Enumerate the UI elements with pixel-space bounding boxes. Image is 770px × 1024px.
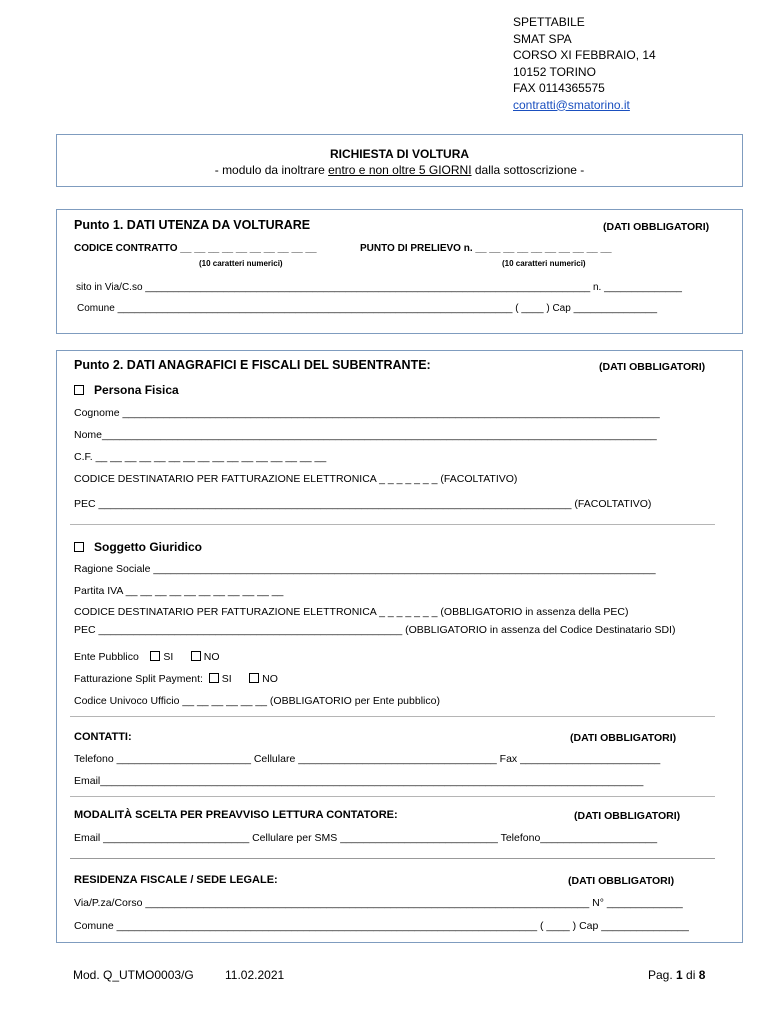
form-title-box bbox=[56, 134, 743, 187]
ragione-sociale-field[interactable]: Ragione Sociale ______________________________________________________________________________________ bbox=[74, 563, 656, 575]
residenza-title: RESIDENZA FISCALE / SEDE LEGALE: bbox=[74, 874, 278, 886]
section-1-title: Punto 1. DATI UTENZA DA VOLTURARE bbox=[74, 218, 311, 232]
section-2-title: Punto 2. DATI ANAGRAFICI E FISCALI DEL SUBENTRANTE: bbox=[74, 358, 431, 372]
checkbox-icon[interactable] bbox=[209, 673, 219, 683]
page-prefix: Pag. bbox=[648, 968, 677, 982]
recipient-address bbox=[513, 14, 656, 113]
punto-prelievo-note: (10 caratteri numerici) bbox=[502, 259, 586, 268]
checkbox-icon[interactable] bbox=[191, 651, 201, 661]
divider bbox=[70, 716, 715, 717]
recipient-line: 10152 TORINO bbox=[513, 64, 596, 79]
cognome-field[interactable]: Cognome ____________________________________________________________________________________________ bbox=[74, 407, 660, 419]
recipient-line: CORSO XI FEBBRAIO, 14 bbox=[513, 48, 656, 62]
telefono-field[interactable]: Telefono _______________________ Cellulare __________________________________ Fax ________________________ bbox=[74, 753, 661, 765]
codice-contratto-field[interactable]: CODICE CONTRATTO __ __ __ __ __ __ __ __ __ __ bbox=[74, 243, 317, 254]
recipient-line: SPETTABILE bbox=[513, 15, 585, 29]
contatti-title: CONTATTI: bbox=[74, 731, 132, 743]
ente-no-label: NO bbox=[203, 651, 220, 663]
recipient-line: SMAT SPA bbox=[513, 31, 572, 46]
preavviso-required: (DATI OBBLIGATORI) bbox=[574, 810, 681, 822]
ente-pubblico-label: Ente Pubblico bbox=[74, 651, 139, 663]
subtitle-pre: - modulo da inoltrare bbox=[214, 163, 329, 177]
partita-iva-field[interactable]: Partita IVA __ __ __ __ __ __ __ __ __ __ __ bbox=[74, 585, 284, 597]
split-no-label: NO bbox=[262, 673, 278, 685]
split-si-label: SI bbox=[221, 673, 232, 685]
nome-field[interactable]: Nome_______________________________________________________________________________________________ bbox=[74, 429, 657, 441]
split-payment-label: Fatturazione Split Payment: bbox=[74, 673, 203, 685]
preavviso-title: MODALITÀ SCELTA PER PREAVVISO LETTURA CONTATORE: bbox=[74, 809, 398, 821]
divider bbox=[70, 796, 715, 797]
checkbox-icon[interactable] bbox=[74, 385, 84, 395]
email-field[interactable]: Email_____________________________________________________________________________________________ bbox=[74, 775, 644, 787]
checkbox-icon[interactable] bbox=[249, 673, 259, 683]
form-title: RICHIESTA DI VOLTURA bbox=[329, 147, 470, 161]
footer-page-number bbox=[648, 968, 705, 982]
codice-fiscale-field[interactable]: C.F. __ __ __ __ __ __ __ __ __ __ __ __ __ __ __ __ bbox=[74, 451, 327, 463]
codice-contratto-note: (10 caratteri numerici) bbox=[199, 259, 283, 268]
section-1-required: (DATI OBBLIGATORI) bbox=[603, 221, 710, 233]
checkbox-icon[interactable] bbox=[74, 542, 84, 552]
footer-date: 11.02.2021 bbox=[225, 968, 285, 982]
divider bbox=[70, 858, 715, 859]
pec-pf-field[interactable]: PEC _________________________________________________________________________________ (FACOLTATIVO) bbox=[74, 498, 652, 510]
section-2-required: (DATI OBBLIGATORI) bbox=[599, 361, 706, 373]
checkbox-icon[interactable] bbox=[150, 651, 160, 661]
ente-pubblico-row bbox=[74, 651, 220, 663]
page-current: 1 bbox=[676, 968, 683, 982]
comune-field[interactable]: Comune _______________________________________________________________________ ( ____ ) Cap _______________ bbox=[77, 303, 658, 314]
sito-via-field[interactable]: sito in Via/C.so ________________________________________________________________________________ n. ______________ bbox=[76, 282, 682, 293]
preavviso-contact-field[interactable]: Email _________________________ Cellulare per SMS ___________________________ Telefono____________________ bbox=[74, 832, 658, 844]
recipient-line: FAX 0114365575 bbox=[513, 81, 605, 95]
persona-fisica-label: Persona Fisica bbox=[94, 383, 179, 397]
form-subtitle bbox=[57, 163, 742, 177]
footer-model-code: Mod. Q_UTMO0003/G bbox=[73, 968, 194, 982]
soggetto-giuridico-label: Soggetto Giuridico bbox=[94, 540, 203, 554]
page-of: di bbox=[682, 968, 699, 982]
contatti-required: (DATI OBBLIGATORI) bbox=[570, 732, 677, 744]
codice-univoco-field[interactable]: Codice Univoco Ufficio __ __ __ __ __ __ (OBBLIGATORIO per Ente pubblico) bbox=[74, 695, 440, 707]
codice-destinatario-pf-field[interactable]: CODICE DESTINATARIO PER FATTURAZIONE ELETTRONICA _ _ _ _ _ _ _ (FACOLTATIVO) bbox=[74, 473, 518, 485]
page-total: 8 bbox=[698, 968, 706, 982]
codice-destinatario-sg-field[interactable]: CODICE DESTINATARIO PER FATTURAZIONE ELETTRONICA _ _ _ _ _ _ _ (OBBLIGATORIO in assenza della PEC) bbox=[74, 606, 629, 618]
divider bbox=[70, 524, 715, 525]
recipient-email-link[interactable]: contratti@smatorino.it bbox=[513, 97, 630, 112]
residenza-comune-field[interactable]: Comune ________________________________________________________________________ ( ____ ) Cap _______________ bbox=[74, 920, 689, 932]
punto-prelievo-field[interactable]: PUNTO DI PRELIEVO n. __ __ __ __ __ __ __ __ __ __ bbox=[360, 243, 612, 254]
pec-sg-field[interactable]: PEC ____________________________________________________ (OBBLIGATORIO in assenza del Codice Destinatario SDI) bbox=[74, 624, 676, 636]
soggetto-giuridico-option[interactable] bbox=[74, 540, 202, 554]
ente-si-label: SI bbox=[163, 651, 174, 663]
subtitle-deadline: entro e non oltre 5 GIORNI bbox=[328, 163, 472, 177]
residenza-required: (DATI OBBLIGATORI) bbox=[568, 875, 675, 887]
residenza-via-field[interactable]: Via/P.za/Corso ____________________________________________________________________________ N° _____________ bbox=[74, 897, 683, 909]
subtitle-post: dalla sottoscrizione - bbox=[471, 163, 585, 177]
split-payment-row bbox=[74, 673, 278, 685]
persona-fisica-option[interactable] bbox=[74, 383, 179, 397]
